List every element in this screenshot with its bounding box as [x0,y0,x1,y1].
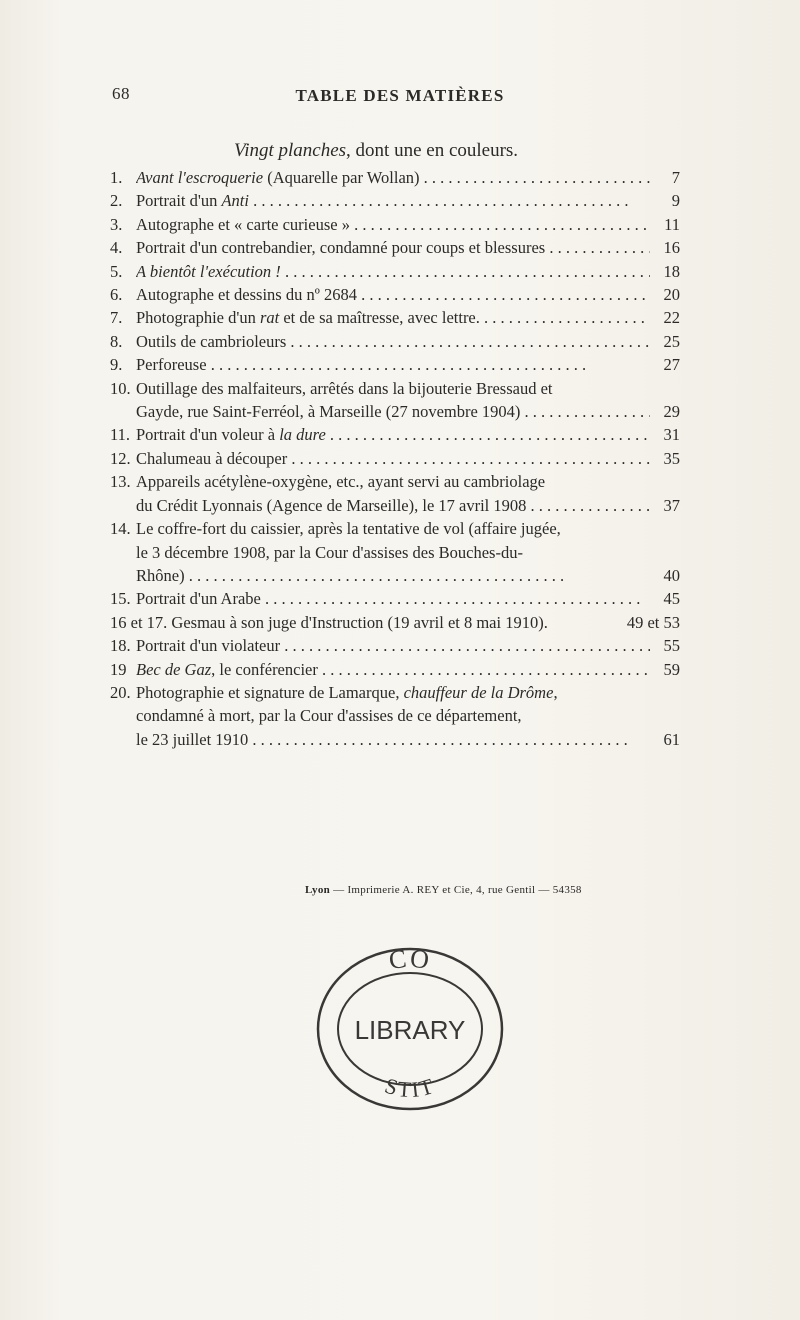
entry-line [136,213,650,236]
entry-text-part: Bec de Gaz [136,659,212,679]
entry-line [136,541,650,564]
entry-text-part: la dure [279,425,326,445]
entry-page: 20 [663,285,680,305]
printer-imprint [305,884,582,896]
entry-number: 5. [110,261,123,281]
entry-text-part: Appareils acétylène-oxygène, etc., ayant servi au cambriolage [136,472,546,492]
entry-text-part: , le conférencier [211,659,318,679]
entry-number: 8. [110,331,123,351]
entry-number: 4. [110,238,123,258]
entry-line [136,564,650,587]
entry-page: 25 [663,331,680,351]
entry-line: 16 et 17. Gesmau à son juge d'Instruction (19 avril et 8 mai 1910). [110,612,548,632]
stamp-bottom-text: STIT [381,1072,439,1103]
entry-text-part: Outils de cambrioleurs [136,331,287,351]
section-subtitle [234,140,518,162]
entry-text-part: A bientôt l'exécution ! [136,261,281,281]
imprint-city: Lyon [305,884,331,896]
entry-text-part: (Aquarelle par Wollan) [263,168,420,187]
entry-number: 18. [110,636,131,656]
entry-number: 3. [110,214,123,234]
toc-entry [110,658,680,681]
table-of-contents [110,166,680,751]
entry-line [136,400,650,423]
stamp-library-text: LIBRARY [354,1015,466,1045]
toc-entry [110,587,680,610]
entry-text-part: Rhône) [136,565,185,585]
entry-page: 37 [663,495,680,515]
entry-line [136,260,650,283]
entry-number: 9. [110,355,123,375]
entry-page: 61 [663,729,680,749]
entry-line [136,634,650,657]
entry-text-part: Le coffre-fort du caissier, après la tentative de vol (affaire jugée, [136,519,561,539]
entry-number: 13. [110,472,131,492]
toc-entry [110,447,680,470]
entry-page: 55 [663,636,680,656]
entry-text-part: Portrait d'un [136,191,222,211]
toc-entry [110,236,680,259]
entry-text-part: Perforeuse [136,355,207,375]
entry-line [136,377,650,400]
entry-text-part: Chalumeau à découper [136,448,288,468]
imprint-text: — Imprimerie A. REY et Cie, 4, rue Gentil — 54358 [330,884,582,896]
entry-text-part: rat [259,308,280,328]
entry-text-part: Avant l'escroquerie [136,168,264,187]
entry-page: 7 [671,168,680,187]
entry-number: 19 [110,659,127,679]
entry-line [136,447,650,470]
toc-entry [110,634,680,657]
entry-page: 16 [663,238,680,258]
toc-entry [110,283,680,306]
stamp-top-text: CO [387,944,433,975]
library-stamp [310,944,510,1114]
entry-number: 15. [110,589,131,609]
entry-text-part: Gayde, rue Saint-Ferréol, à Marseille (27 novembre 1904) [136,402,521,422]
entry-number: 7. [110,308,123,328]
toc-entry [110,260,680,283]
entry-page: 27 [663,355,680,375]
entry-number: 2. [110,191,123,211]
toc-entry [110,189,680,212]
entry-line [136,283,650,306]
subtitle-rest: , dont une en couleurs. [346,140,519,161]
running-head: TABLE DES MATIÈRES [295,86,505,105]
entry-page: 45 [663,589,680,609]
entry-line [136,658,650,681]
entry-text-part: , [553,682,558,702]
subtitle-italic: Vingt planches [234,140,347,161]
entry-line [136,330,650,353]
entry-page: 29 [663,402,680,422]
entry-text-part: du Crédit Lyonnais (Agence de Marseille), le 17 avril 1908 [136,495,527,515]
toc-entry [110,166,680,189]
entry-text-part: Photographie et signature de Lamarque, [136,682,404,702]
entry-text-part: chauffeur de la Drôme [403,682,554,702]
entry-line [136,166,650,189]
entry-line [136,587,650,610]
toc-entry [110,470,680,517]
entry-text-part: Portrait d'un violateur [136,636,281,656]
entry-text-part: Outillage des malfaiteurs, arrêtés dans la bijouterie Bressaud et [136,378,553,398]
entry-text-part: le 23 juillet 1910 [136,729,249,749]
entry-number: 20. [110,682,131,702]
entry-number: 12. [110,448,131,468]
toc-entry [110,423,680,446]
entry-page: 22 [663,308,680,328]
entry-number: 1. [110,168,123,187]
entry-line [136,728,650,751]
entry-text-part: condamné à mort, par la Cour d'assises de ce département, [136,706,522,726]
entry-page: 40 [663,565,680,585]
toc-entry [110,517,680,587]
entry-page: 49 et 53 [626,612,680,632]
entry-text-part: Autographe et dessins du nº 2684 [136,285,357,305]
entry-line [136,470,650,493]
toc-entry [110,330,680,353]
entry-text-part: Photographie d'un [136,308,260,328]
toc-entry [110,306,680,329]
entry-line [136,236,650,259]
entry-page: 31 [663,425,680,445]
entry-number: 6. [110,285,123,305]
entry-text-part: le 3 décembre 1908, par la Cour d'assises des Bouches-du- [136,542,523,562]
toc-entry [110,213,680,236]
entry-page: 11 [664,214,680,234]
toc-entry [110,681,680,751]
page-number: 68 [112,84,130,103]
entry-number: 10. [110,378,131,398]
entry-line [136,681,650,704]
entry-text-part: Portrait d'un voleur à [136,425,280,445]
entry-line [136,189,650,212]
entry-text-part: et de sa maîtresse, avec lettre. [279,308,480,328]
entry-page: 9 [671,191,680,211]
entry-text-part: Anti [221,191,249,211]
toc-entry [110,611,680,634]
entry-text-part: Portrait d'un Arabe [136,589,261,609]
entry-number: 11. [110,425,131,445]
toc-entry [110,353,680,376]
entry-text-part: Portrait d'un contrebandier, condamné pour coups et blessures [136,238,546,258]
entry-line [136,704,650,727]
entry-line [136,517,650,540]
entry-page: 18 [663,261,680,281]
entry-page: 35 [663,448,680,468]
entry-line [136,423,650,446]
entry-line [136,353,650,376]
entry-page: 59 [663,659,680,679]
entry-line [136,494,650,517]
toc-entry [110,377,680,424]
entry-line [136,306,650,329]
entry-number: 14. [110,519,131,539]
entry-text-part: Autographe et « carte curieuse » [136,214,350,234]
